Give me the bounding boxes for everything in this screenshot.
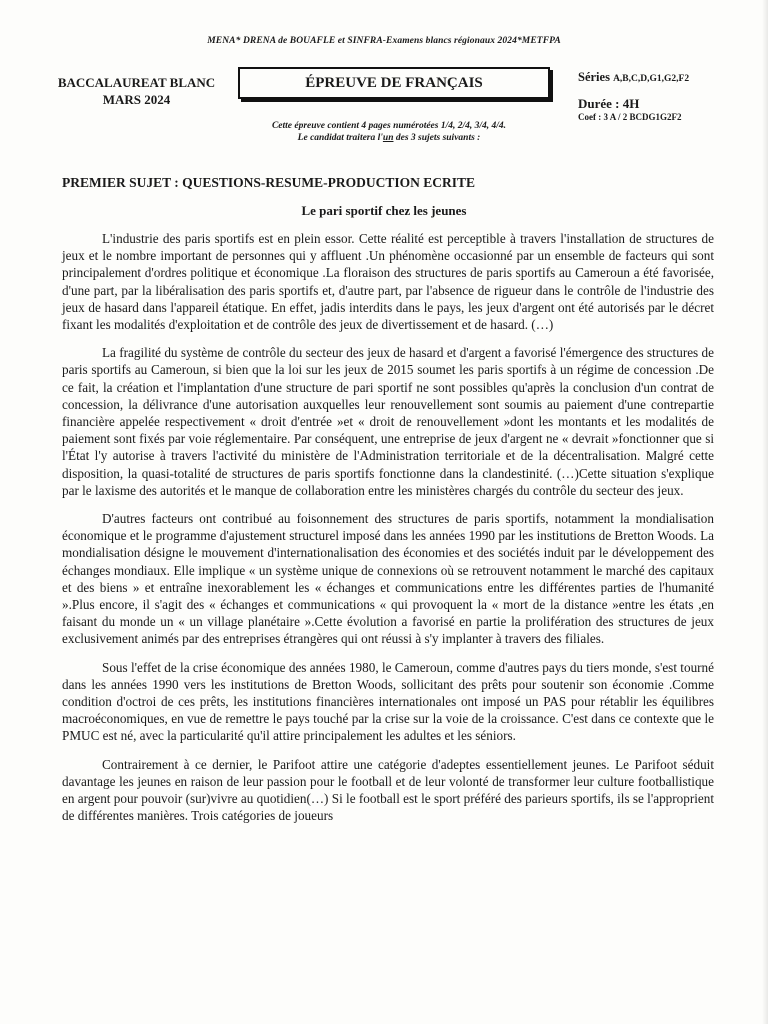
exam-identification [44,74,229,108]
duration: Durée : 4H [578,96,640,111]
paragraph: D'autres facteurs ont contribué au foisonnement des structures de paris sportifs, notamment la mondialisation économique et le programme d'ajustement structurel imposé dans les années 1990 par les institutions de Bretton Woods. La mondialisation désigne le mouvement d'internationalisation des économies et des sociétés induit par le développement des échanges mondiaux. Elle implique « un système unique de connexions où se retrouvent notamment le marché des capitaux et des biens » et entraîne inexorablement les « échanges et communications entre les différentes parties de l'humanité ».Plus encore, il s'agit des « échanges et communications « qui provoquent la « mort de la distance »entre les états ,en faisant du monde un « un village planétaire ».Cette évolution a favorisé en partie la prolifération des structures de jeux exclusivement animés par des entreprises étrangères qui ont réussi à s'y implanter à travers des filiales. [62,511,714,647]
exam-date: MARS 2024 [102,92,171,107]
instructions-choice-end: des 3 sujets suivants : [393,133,481,143]
text-title: Le pari sportif chez les jeunes [301,203,467,218]
exam-title-box [238,67,550,99]
text-body [62,230,714,836]
instructions [180,120,598,144]
series-line [578,70,758,96]
running-head: MENA* DRENA de BOUAFLE et SINFRA-Examens blancs régionaux 2024*METFPA [207,36,561,46]
exam-title: ÉPREUVE DE FRANÇAIS [305,74,483,91]
instructions-pages: Cette épreuve contient 4 pages numérotées 1/4, 2/4, 3/4, 4/4. [271,121,507,131]
instructions-choice-start: Le candidat traitera l' [297,133,383,143]
subject-heading: PREMIER SUJET : QUESTIONS-RESUME-PRODUCTION ECRITE [62,175,476,190]
page-edge-shadow [762,0,768,1024]
series-values: A,B,C,D,G1,G2,F2 [613,74,690,84]
instructions-choice-underlined: un [382,133,394,143]
paragraph: Contrairement à ce dernier, le Parifoot attire une catégorie d'adeptes essentiellement jeunes. Le Parifoot séduit davantage les jeunes en raison de leur passion pour le football et de leur volonté de transformer leur culture footballistique en argent pour pouvoir (sur)vivre au quotidien(…) Si le football est le sport préféré des parieurs sportifs, ils se l'approprient de différentes manières. Trois catégories de joueurs [62,756,714,824]
exam-name: BACCALAUREAT BLANC [57,75,216,90]
paragraph: La fragilité du système de contrôle du secteur des jeux de hasard et d'argent a favorisé l'émergence des structures de paris sportifs au Cameroun, si bien que la loi sur les jeux de 2015 soumet les paris sportifs à un régime de concession .De ce fait, la création et l'implantation d'une structure de pari sportif ne sont possibles qu'après la conclusion d'un contrat de concession, la délivrance d'une autorisation auxquelles leur renouvellement sont soumis au paiement d'une contrepartie financière appelée respectivement « droit d'entrée »et « droit de renouvellement »dont les montants et les modalités de paiement sont fixés par voie réglementaire. Par conséquent, une entreprise de jeux d'argent ne « devrait »fonctionner que si l'État l'y autorise à travers l'activité du ministère de l'Administration territoriale et de la décentralisation. Malgré cette disposition, la quasi-totalité de structures de paris sportifs fonctionne dans la clandestinité. (…)Cette situation s'explique par le laxisme des autorités et le manque de collaboration entre les ministères chargés du contrôle du secteur des jeux. [62,345,714,498]
paragraph: Sous l'effet de la crise économique des années 1980, le Cameroun, comme d'autres pays du tiers monde, s'est tourné dans les années 1990 vers les institutions de Bretton Woods, sollicitant des prêts pour soutenir son économie .Comme condition d'octroi de ces prêts, les institutions financières internationales ont imposé un PAS pour rétablir les équilibres macroéconomiques, en vue de remettre le pays touché par la crise sur la voie de la croissance. C'est dans ce contexte que le PMUC est né, avec la particularité qu'il attire principalement les adultes et les séniors. [62,659,714,744]
instructions-choice [180,132,598,144]
series-label: Séries [578,70,610,84]
series-info [578,70,758,122]
coefficient: Coef : 3 A / 2 BCDG1G2F2 [578,112,682,122]
paragraph: L'industrie des paris sportifs est en plein essor. Cette réalité est perceptible à travers l'installation de structures de jeux et le nombre important de personnes qui y affluent .Un phénomène occasionné par un ensemble de facteurs qui sont principalement d'ordres politique et économique .La floraison des structures de paris sportifs au Cameroun a été favorisée, d'une part, par la libéralisation des paris sportifs et, d'autre part, par l'absence de rigueur dans le contrôle de l'industrie des jeux de hasard dans l'appareil étatique. En effet, jadis interdits dans le pays, les jeux d'argent ont été autorisés par le décret fixant les modalités d'exploitation et de contrôle des jeux de divertissement et de hasard. (…) [62,231,714,333]
